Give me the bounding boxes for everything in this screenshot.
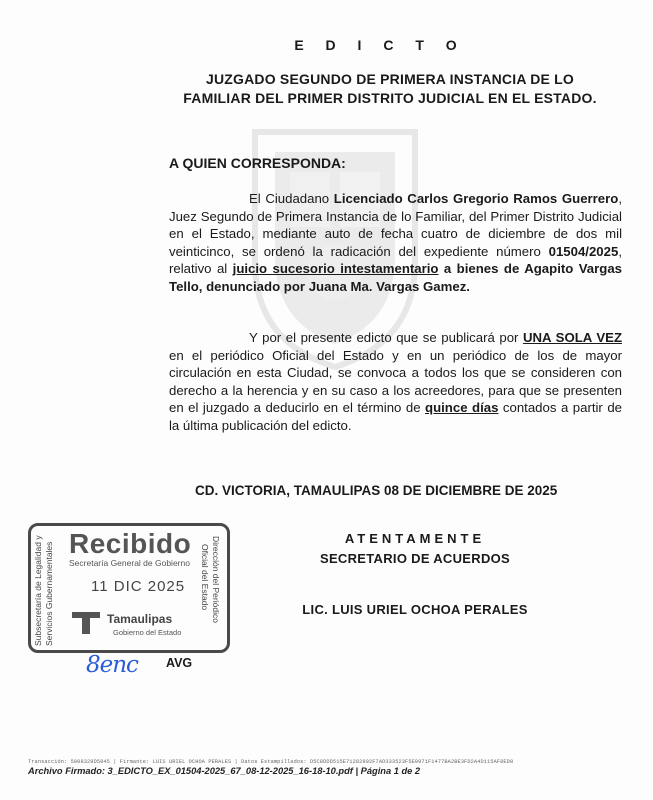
court-heading	[150, 70, 630, 108]
paragraph-2	[169, 329, 622, 435]
place-date-line: CD. VICTORIA, TAMAULIPAS 08 DE DICIEMBRE DE 2025	[195, 483, 558, 498]
p1-text-2: , Juez Segundo de Primera Instancia de lo Familiar, del Primer Distrito Judicial en el Estado, mediante auto de fecha cuatro de diciembre de dos mil veinticinco, se ordenó la radicación del expediente número	[169, 191, 622, 259]
signer-role: SECRETARIO DE ACUERDOS	[319, 551, 511, 566]
p2-text-3: contados a partir de la última publicación del edicto.	[169, 400, 622, 433]
court-line-1: JUZGADO SEGUNDO DE PRIMERA INSTANCIA DE LO	[205, 71, 574, 87]
stamp-heading: Recibido	[69, 528, 192, 559]
judge-name: Licenciado Carlos Gregorio Ramos Guerrero	[333, 191, 619, 206]
paragraph-1	[169, 190, 622, 296]
stamp-right-text	[195, 528, 229, 646]
p2-text-1: Y por el presente edicto que se publicará por	[249, 330, 523, 345]
stamp-right-line-2: Oficial del Estado	[200, 544, 210, 611]
p2-text-2: en el periódico Oficial del Estado y en un periódico de los de mayor circulación en esta Ciudad, se convoca a todos los que se consideren con derecho a la herencia y en su caso a los acreedores, para que se presenten en el juzgado a deducirlo en el término de	[169, 347, 622, 416]
closing: ATENTAMENTE	[344, 531, 486, 546]
term-days: quince días	[425, 400, 499, 416]
received-stamp	[28, 523, 230, 653]
stamp-logo-subtitle: Gobierno del Estado	[113, 628, 182, 637]
stamp-left-line-2: Servicios Gubernamentales	[44, 541, 54, 646]
handwritten-note: 8enc	[86, 652, 138, 678]
stamp-left-line-1: Subsecretaría de Legalidad y	[33, 535, 43, 646]
stamp-date: 11 DIC 2025	[91, 578, 186, 595]
stamp-logo-name: Tamaulipas	[107, 612, 173, 626]
signed-file-line: Archivo Firmado: 3_EDICTO_EX_01504-2025_67_08-12-2025_16-18-10.pdf | Página 1 de 2	[28, 766, 421, 776]
publication-frequency: UNA SOLA VEZ	[523, 330, 623, 345]
court-line-2: FAMILIAR DEL PRIMER DISTRITO JUDICIAL EN EL ESTADO.	[183, 90, 597, 106]
initials: AVG	[166, 656, 193, 670]
digital-signature-line: Transacción: 5008329D5845 | Firmante: LUIS URIEL OCHOA PERALES | Datos Estampillados: D5C8DDD515E71282992F7AD333523F5E0971F1477BA2BE3FD2A4D115AF8ED8	[28, 759, 514, 765]
document-title: E D I C T O	[294, 37, 466, 53]
stamp-left-text	[29, 528, 63, 646]
stamp-right-line-1: Dirección del Periódico	[211, 536, 221, 623]
p1-text-1: El Ciudadano	[249, 191, 334, 206]
p1-text-3: , relativo al	[169, 243, 622, 277]
signer-name: LIC. LUIS URIEL OCHOA PERALES	[302, 602, 528, 617]
tamaulipas-logo-icon	[69, 608, 103, 636]
case-type: juicio sucesorio intestamentario	[232, 261, 439, 277]
salutation: A QUIEN CORRESPONDA:	[169, 155, 346, 171]
stamp-subheading: Secretaría General de Gobierno	[69, 558, 190, 568]
case-number: 01504/2025	[548, 243, 619, 259]
p1-bold-end: a bienes de Agapito Vargas Tello, denunciado por Juana Ma. Vargas Gamez.	[169, 261, 623, 294]
